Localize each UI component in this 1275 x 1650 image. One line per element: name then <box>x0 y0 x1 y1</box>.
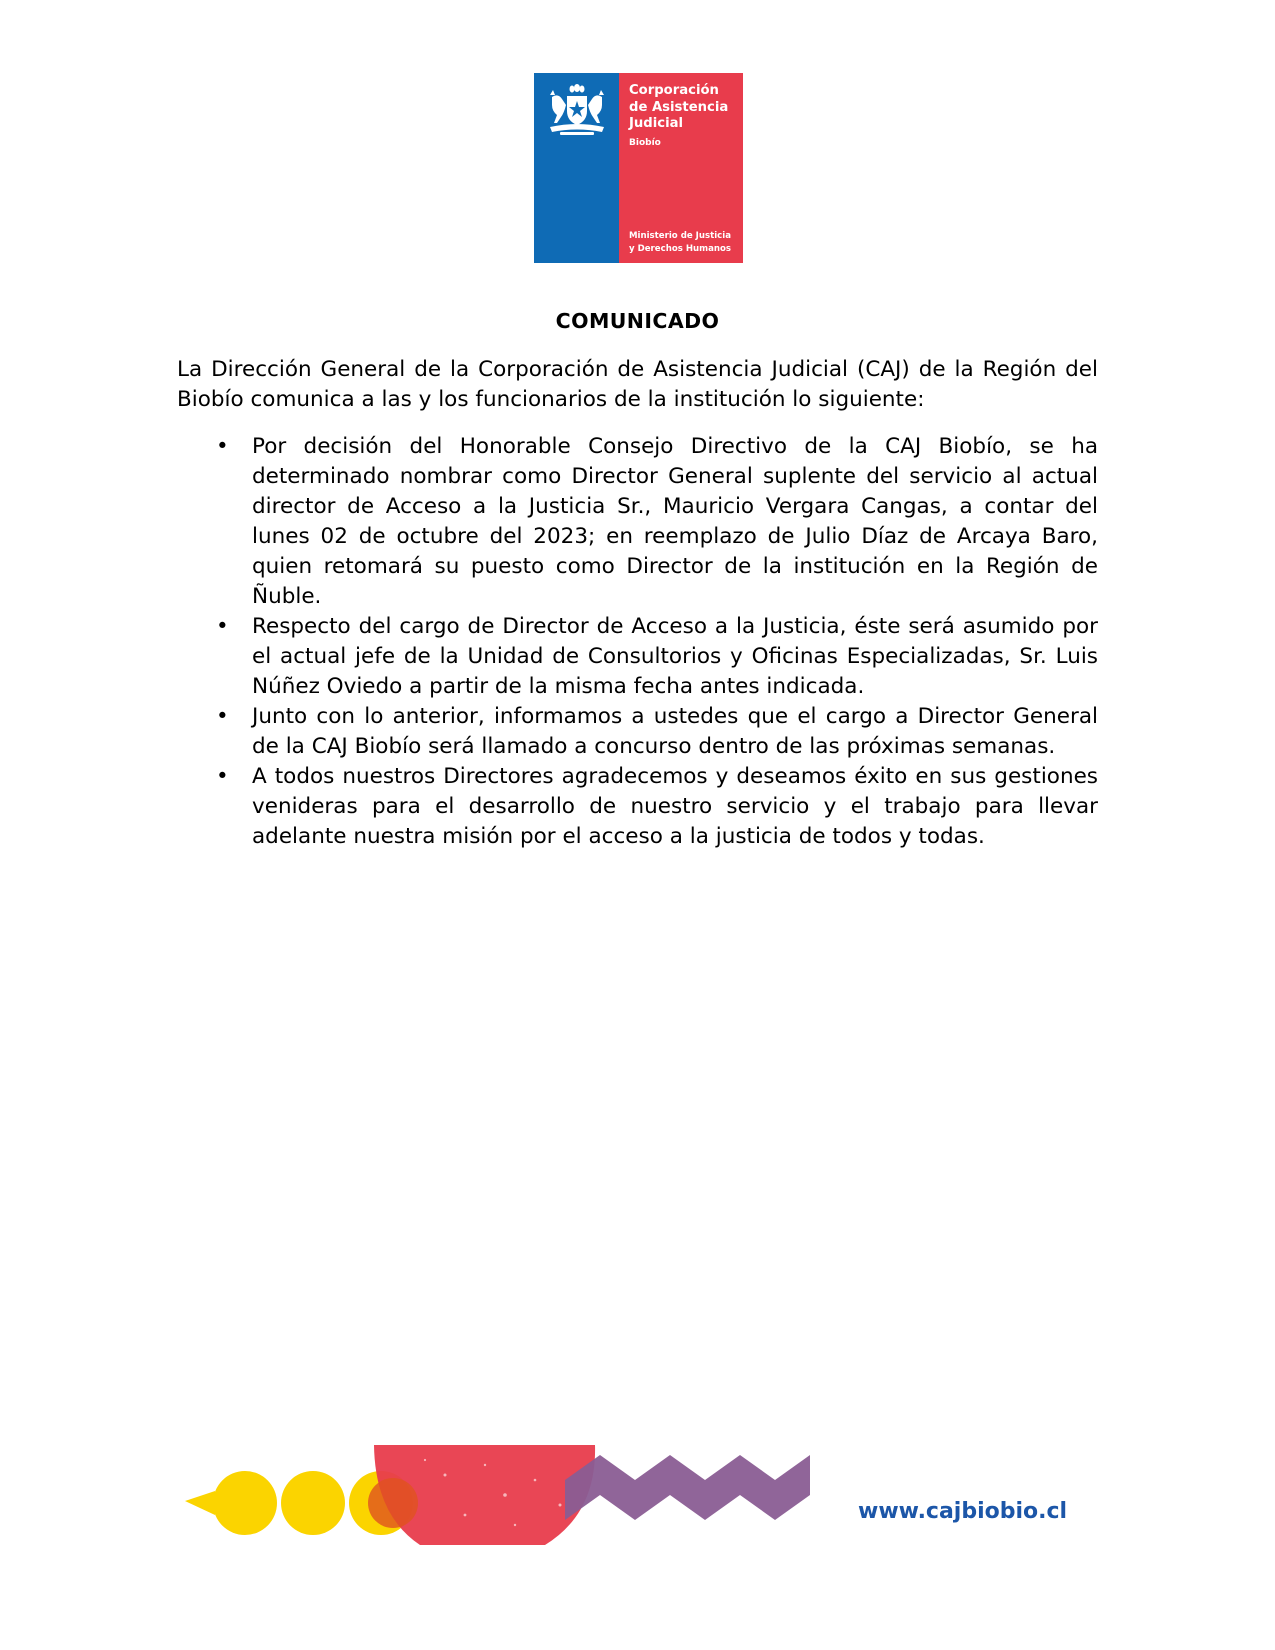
list-item-text: Junto con lo anterior, informamos a ustedes que el cargo a Director General de la CAJ Biobío será llamado a concurso dentro de las próximas semanas. <box>252 704 1098 759</box>
list-item <box>177 432 1098 612</box>
footer-decoration <box>185 1445 835 1555</box>
logo-ministry <box>629 230 731 255</box>
logo-name-line: Judicial <box>629 116 684 131</box>
list-item-text: Por decisión del Honorable Consejo Directivo de la CAJ Biobío, se ha determinado nombrar como Director General suplente del servicio al actual director de Acceso a la Justicia Sr., Mauricio Vergara Cangas, a contar del lunes 02 de octubre del 2023; en reemplazo de Julio Díaz de Arcaya Baro, quien retomará su puesto como Director de la institución en la Región de Ñuble. <box>252 434 1098 609</box>
bullet-icon: • <box>216 764 229 789</box>
logo-name-line: Corporación <box>629 83 719 98</box>
list-item-text: A todos nuestros Directores agradecemos y deseamos éxito en sus gestiones venideras para el desarrollo de nuestro servicio y el trabajo para llevar adelante nuestra misión por el acceso a la justicia de todos y todas. <box>252 764 1098 849</box>
logo-region: Biobío <box>629 138 661 148</box>
list-item <box>177 702 1098 762</box>
logo-institution-name <box>629 83 741 133</box>
list-item <box>177 762 1098 852</box>
coat-of-arms-icon <box>542 83 612 138</box>
logo-ministry-line: y Derechos Humanos <box>629 243 732 254</box>
list-item-text: Respecto del cargo de Director de Acceso a la Justicia, éste será asumido por el actual jefe de la Unidad de Consultorios y Oficinas Especializadas, Sr. Luis Núñez Oviedo a partir de la misma fecha antes indicada. <box>252 614 1098 699</box>
bullet-icon: • <box>216 614 229 639</box>
list-item <box>177 612 1098 702</box>
institution-logo <box>534 73 743 263</box>
logo-blue-panel <box>534 73 619 263</box>
logo-ministry-line: Ministerio de Justicia <box>629 231 731 241</box>
bullet-icon: • <box>216 434 229 459</box>
logo-name-line: de Asistencia <box>629 99 729 115</box>
purple-zigzag-shape <box>565 1455 810 1520</box>
announcement-list <box>177 432 1098 852</box>
bullet-icon: • <box>216 704 229 729</box>
intro-paragraph: La Dirección General de la Corporación de Asistencia Judicial (CAJ) de la Región del Biobío comunica a las y los funcionarios de la institución lo siguiente: <box>177 357 1098 412</box>
logo-red-panel <box>619 73 743 263</box>
website-link[interactable]: www.cajbiobio.cl <box>858 1499 1068 1524</box>
document-title: COMUNICADO <box>555 309 720 333</box>
red-bowl-shape <box>368 1445 595 1545</box>
